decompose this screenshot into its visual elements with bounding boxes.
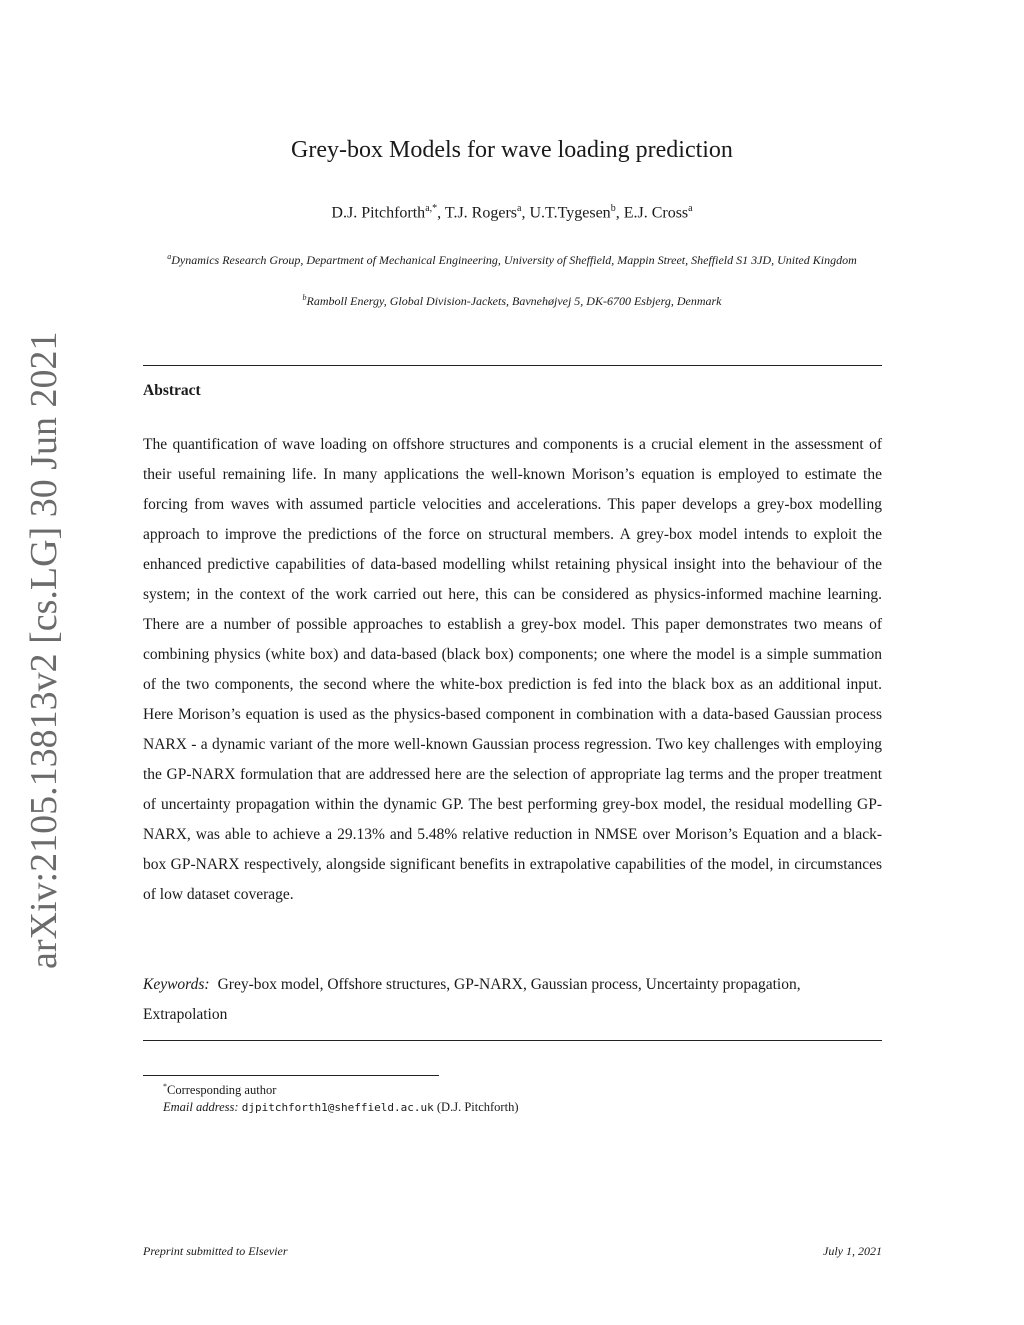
email-note: [163, 1099, 518, 1116]
author-name: U.T.Tygesen: [529, 204, 611, 222]
affiliation-b: [143, 290, 881, 309]
author-marks: a,*: [425, 203, 438, 214]
footer-date: July 1, 2021: [823, 1244, 882, 1258]
keywords-label: Keywords:: [143, 976, 210, 993]
corresponding-author-note: *Corresponding author: [163, 1082, 277, 1098]
keywords: [143, 970, 823, 1030]
email-address[interactable]: djpitchforth1@sheffield.ac.uk: [241, 1101, 434, 1115]
footer-preprint-note: Preprint submitted to Elsevier: [143, 1244, 288, 1258]
abstract-bottom-rule: [143, 1040, 882, 1041]
abstract-heading: Abstract: [143, 382, 201, 399]
author-marks: a: [688, 203, 693, 214]
arxiv-identifier: arXiv:2105.13813v2 [cs.LG] 30 Jun 2021: [23, 331, 65, 969]
affiliation-mark: b: [302, 293, 307, 302]
footnote-rule: [143, 1075, 439, 1076]
author-marks: b: [610, 203, 616, 214]
email-label: Email address:: [163, 1100, 239, 1115]
author-name: E.J. Cross: [623, 204, 689, 222]
footnote: [163, 1078, 518, 1116]
affiliation-mark: a: [167, 252, 172, 261]
abstract-top-rule: [143, 365, 882, 366]
author-name: D.J. Pitchforth: [331, 204, 426, 222]
paper-title: Grey-box Models for wave loading prediction: [291, 137, 733, 163]
footnote-mark: *: [163, 1082, 167, 1091]
affiliation-text: Dynamics Research Group, Department of Mechanical Engineering, University of Sheffield, Mappin Street, Sheffield S1 3JD, United Kingdom: [171, 253, 857, 267]
abstract-body: The quantification of wave loading on offshore structures and components is a crucial element in the assessment of their useful remaining life. In many applications the well-known Morison’s equation is employed to estimate the forcing from waves with assumed particle velocities and accelerations. This paper develops a grey-box modelling approach to improve the predictions of the force on structural members. A grey-box model intends to exploit the enhanced predictive capabilities of data-based modelling whilst retaining physical insight into the behaviour of the system; in the context of the work carried out here, this can be considered as physics-informed machine learning. There are a number of possible approaches to establish a grey-box model. This paper demonstrates two means of combining physics (white box) and data-based (black box) components; one where the model is a simple summation of the two components, the second where the white-box prediction is fed into the black box as an additional input. Here Morison’s equation is used as the physics-based component in combination with a data-based Gaussian process NARX - a dynamic variant of the more well-known Gaussian process regression. Two key challenges with employing the GP-NARX formulation that are addressed here are the selection of appropriate lag terms and the proper treatment of uncertainty propagation within the dynamic GP. The best performing grey-box model, the residual modelling GP-NARX, was able to achieve a 29.13% and 5.48% relative reduction in NMSE over Morison’s Equation and a black-box GP-NARX respectively, alongside significant benefits in extrapolative capabilities of the model, in circumstances of low dataset coverage.: [143, 436, 882, 903]
affiliation-a: [143, 249, 881, 268]
email-owner: (D.J. Pitchforth): [436, 1100, 519, 1115]
keywords-list: Grey-box model, Offshore structures, GP-NARX, Gaussian process, Uncertainty propagation, Extrapolation: [143, 976, 801, 1023]
author-marks: a: [517, 203, 522, 214]
author-list: D.J. Pitchforth$^{a,*}$, T.J. Rogers$^a$, U.T.Tygesen$^b$, E.J. Cross$^a$: [331, 203, 693, 222]
author-name: T.J. Rogers: [444, 204, 517, 222]
affiliation-text: Ramboll Energy, Global Division-Jackets, Bavnehøjvej 5, DK-6700 Esbjerg, Denmark: [306, 294, 722, 308]
